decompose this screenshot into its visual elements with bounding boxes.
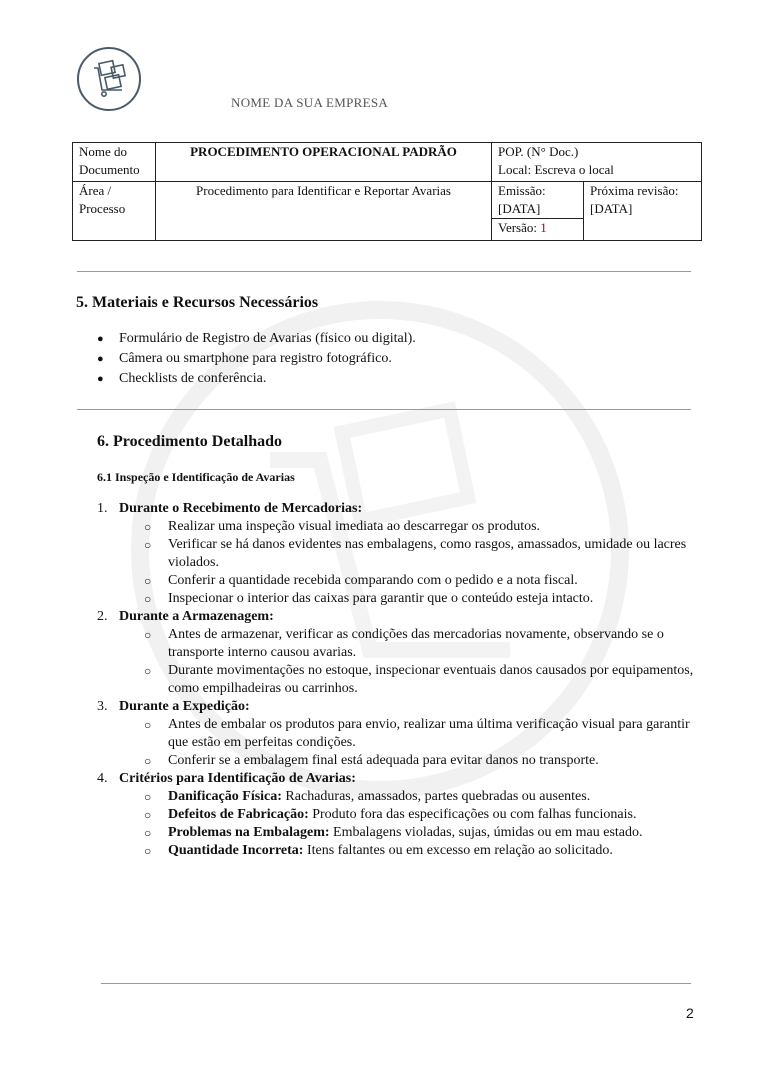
proxima-revisao-cell	[584, 182, 702, 241]
document-header-table	[72, 142, 702, 241]
criteria-label: Quantidade Incorreta:	[168, 843, 304, 858]
versao-label: Versão:	[498, 220, 537, 235]
list-item: ○ Antes de armazenar, verificar as condições das mercadorias novamente, observando se o transporte interno causou avarias.	[166, 626, 697, 662]
company-logo-icon	[76, 46, 142, 112]
list-item: ● Câmera ou smartphone para registro fotográfico.	[97, 349, 416, 369]
step-sublist	[119, 518, 697, 608]
step-item	[97, 770, 697, 860]
emissao-value: [DATA]	[498, 201, 541, 216]
list-item: ○ Verificar se há danos evidentes nas embalagens, como rasgos, amassados, umidade ou lacres violados.	[166, 536, 697, 572]
list-item: ○ Realizar uma inspeção visual imediata ao descarregar os produtos.	[166, 518, 697, 536]
materials-list	[97, 329, 416, 389]
step-title: Durante a Expedição:	[119, 699, 250, 714]
criteria-text: Itens faltantes ou em excesso em relação ao solicitado.	[306, 843, 613, 858]
pop-cell	[492, 143, 702, 182]
criteria-list	[119, 788, 697, 860]
step-title: Durante a Armazenagem:	[119, 609, 274, 624]
section-6-1-subtitle: 6.1 Inspeção e Identificação de Avarias	[97, 470, 295, 484]
step-title: Durante o Recebimento de Mercadorias:	[119, 501, 363, 516]
company-name: NOME DA SUA EMPRESA	[231, 95, 389, 110]
area-label-cell: Área / Processo	[73, 182, 156, 241]
step-number: 1.	[97, 501, 108, 516]
document-title: PROCEDIMENTO OPERACIONAL PADRÃO	[156, 143, 492, 182]
list-item: ○ Durante movimentações no estoque, inspecionar eventuais danos causados por equipamentos, como empilhadeiras ou carrinhos.	[166, 662, 697, 698]
section-6-title: 6. Procedimento Detalhado	[97, 433, 283, 450]
criteria-text: Rachaduras, amassados, partes quebradas ou ausentes.	[285, 789, 591, 804]
pop-number: POP. (N° Doc.)	[498, 144, 579, 159]
local-text: Local: Escreva o local	[498, 162, 614, 177]
list-item: ○ Conferir a quantidade recebida comparando com o pedido e a nota fiscal.	[166, 572, 697, 590]
step-sublist	[119, 626, 697, 698]
step-sublist	[119, 716, 697, 770]
proxima-label: Próxima revisão:	[590, 183, 679, 198]
procedure-steps	[97, 500, 697, 860]
criteria-label: Defeitos de Fabricação:	[168, 807, 309, 822]
list-item: ○ Conferir se a embalagem final está adequada para evitar danos no transporte.	[166, 752, 697, 770]
divider-1	[77, 271, 691, 272]
emissao-label: Emissão:	[498, 183, 546, 198]
emissao-cell	[492, 182, 584, 219]
list-item: ● Checklists de conferência.	[97, 369, 416, 389]
criteria-label: Danificação Física:	[168, 789, 282, 804]
list-item: ● Formulário de Registro de Avarias (físico ou digital).	[97, 329, 416, 349]
criteria-item	[166, 806, 697, 824]
criteria-label: Problemas na Embalagem:	[168, 825, 330, 840]
page-number: 2	[686, 1005, 694, 1021]
step-number: 3.	[97, 699, 108, 714]
step-number: 4.	[97, 771, 108, 786]
procedure-name: Procedimento para Identificar e Reportar Avarias	[156, 182, 492, 241]
criteria-item	[166, 788, 697, 806]
criteria-item	[166, 842, 697, 860]
name-label-cell: Nome do Documento	[73, 143, 156, 182]
step-title: Critérios para Identificação de Avarias:	[119, 771, 356, 786]
divider-2	[77, 409, 691, 410]
criteria-text: Produto fora das especificações ou com falhas funcionais.	[312, 807, 637, 822]
versao-value: 1	[540, 220, 547, 235]
criteria-item	[166, 824, 697, 842]
versao-cell	[492, 219, 584, 241]
footer-divider	[101, 983, 691, 984]
list-item: ○ Inspecionar o interior das caixas para garantir que o conteúdo esteja intacto.	[166, 590, 697, 608]
criteria-text: Embalagens violadas, sujas, úmidas ou em mau estado.	[333, 825, 643, 840]
list-item: ○ Antes de embalar os produtos para envio, realizar uma última verificação visual para garantir que estão em perfeitas condições.	[166, 716, 697, 752]
proxima-value: [DATA]	[590, 201, 633, 216]
step-item	[97, 698, 697, 770]
section-5-title: 5. Materiais e Recursos Necessários	[76, 294, 319, 311]
step-item	[97, 608, 697, 698]
step-item	[97, 500, 697, 608]
step-number: 2.	[97, 609, 108, 624]
